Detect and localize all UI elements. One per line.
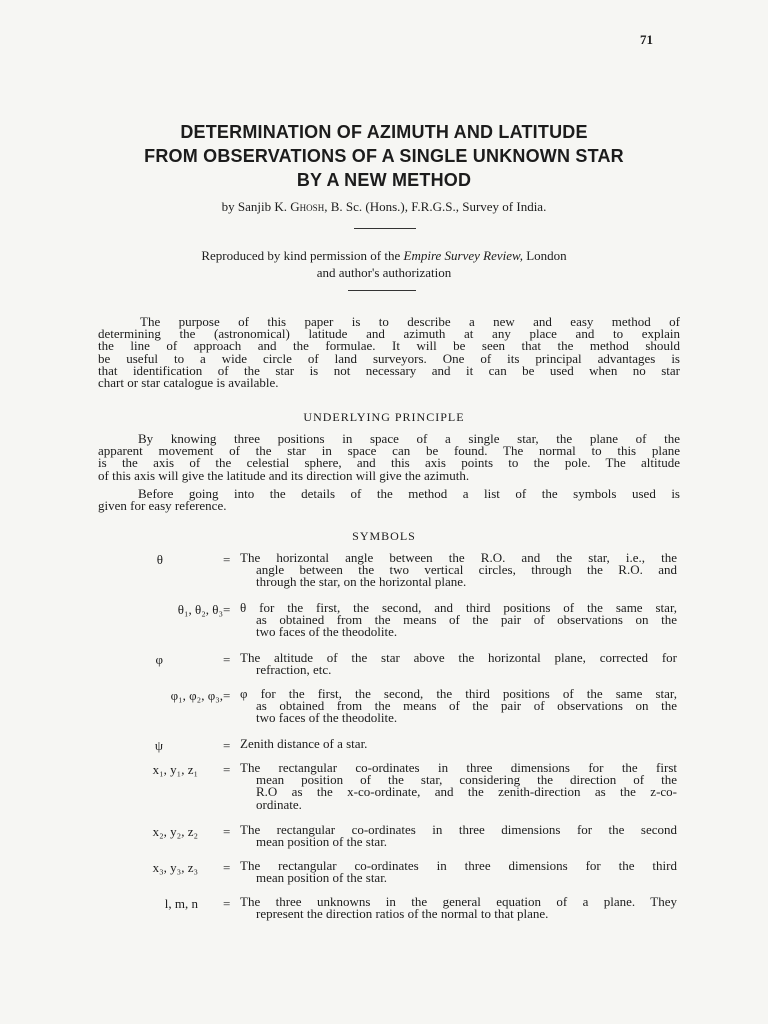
symbol-definition bbox=[240, 602, 677, 639]
principle-line: is the axis of the celestial sphere, and this axis points to the pole. The altitude bbox=[98, 455, 680, 471]
principle-paragraph bbox=[98, 433, 680, 482]
reproduction-line-1 bbox=[60, 247, 708, 264]
byline-suffix: , B. Sc. (Hons.), F.R.G.S., Survey of India. bbox=[324, 199, 547, 214]
equals-sign: = bbox=[223, 896, 231, 911]
reproduction-place: London bbox=[526, 248, 567, 263]
symbol-entry-lmn bbox=[98, 896, 680, 936]
definition-line: represent the direction ratios of the normal to that plane. bbox=[256, 906, 549, 922]
symbol-definition bbox=[240, 824, 677, 848]
definition-line: θ for the first, the second, and third positions of the same star, bbox=[240, 600, 677, 615]
equals-sign: = bbox=[223, 824, 231, 839]
equals-sign: = bbox=[223, 738, 231, 753]
equals-sign: = bbox=[223, 652, 231, 667]
author-surname: Ghosh bbox=[290, 199, 325, 214]
definition-line: mean position of the star. bbox=[256, 834, 388, 850]
definition-line: ordinate. bbox=[256, 796, 302, 812]
symbol-definition bbox=[240, 896, 677, 920]
principle-line: By knowing three positions in space of a single star, the plane of the bbox=[138, 431, 680, 446]
section-heading-underlying-principle: UNDERLYING PRINCIPLE bbox=[303, 410, 465, 424]
intro-line: chart or star catalogue is available. bbox=[98, 375, 279, 391]
before-line: given for easy reference. bbox=[98, 498, 227, 514]
page-number: 71 bbox=[640, 32, 653, 47]
symbol-label: x₂, y₂, z₂ bbox=[152, 824, 198, 839]
reproduction-notice bbox=[60, 247, 708, 281]
symbol-entry-theta bbox=[98, 552, 680, 592]
symbol-definition bbox=[240, 552, 677, 589]
definition-line: as obtained from the means of the pair of observations on the bbox=[256, 612, 677, 628]
definition-line: The horizontal angle between the R.O. and the star, i.e., the bbox=[240, 550, 677, 565]
section-heading-symbols: SYMBOLS bbox=[352, 529, 416, 543]
definition-line: two faces of the theodolite. bbox=[256, 624, 398, 640]
equals-sign: = bbox=[223, 762, 231, 777]
definition-line: The rectangular co-ordinates in three dimensions for the first bbox=[240, 760, 677, 775]
definition-line: The rectangular co-ordinates in three dimensions for the third bbox=[240, 858, 677, 873]
intro-line: that identification of the star is not necessary and it can be used when no star bbox=[98, 362, 680, 378]
journal-name: Empire Survey Review, bbox=[403, 248, 523, 263]
byline-prefix: by Sanjib K. bbox=[221, 199, 288, 214]
symbol-label: φ bbox=[155, 652, 163, 667]
reproduction-line-2: and author's authorization bbox=[316, 265, 452, 280]
definition-line: refraction, etc. bbox=[256, 662, 332, 678]
principle-line: of this axis will give the latitude and its direction will give the azimuth. bbox=[98, 467, 470, 483]
divider-rule-1 bbox=[354, 228, 416, 229]
definition-line: The altitude of the star above the horizontal plane, corrected for bbox=[240, 650, 677, 665]
reproduction-text: Reproduced by kind permission of the bbox=[201, 248, 401, 263]
title-line-1: DETERMINATION OF AZIMUTH AND LATITUDE bbox=[180, 122, 588, 142]
symbol-label: φ₁, φ₂, φ₃, bbox=[170, 688, 223, 703]
intro-line: determining the (astronomical) latitude and azimuth at any place and to explain bbox=[98, 326, 680, 342]
intro-line: be useful to a wide circle of land surveyors. One of its principal advantages is bbox=[98, 350, 680, 366]
symbol-label: x₁, y₁, z₁ bbox=[152, 762, 198, 777]
symbol-definition bbox=[240, 688, 677, 725]
symbol-entry-theta-123 bbox=[98, 602, 680, 642]
author-byline bbox=[60, 199, 708, 215]
definition-line: φ for the first, the second, the third positions of the same star, bbox=[240, 686, 677, 701]
definition-line: as obtained from the means of the pair of observations on the bbox=[256, 698, 677, 714]
equals-sign: = bbox=[223, 552, 231, 567]
definition-line: two faces of the theodolite. bbox=[256, 710, 398, 726]
definition-line: The three unknowns in the general equation of a plane. They bbox=[240, 894, 677, 909]
equals-sign: = bbox=[223, 602, 231, 617]
symbol-definition bbox=[240, 762, 677, 811]
before-line: Before going into the details of the method a list of the symbols used is bbox=[138, 486, 680, 501]
symbol-entry-xyz-1 bbox=[98, 760, 680, 812]
intro-line: The purpose of this paper is to describe a new and easy method of bbox=[140, 314, 680, 329]
title-line-2: FROM OBSERVATIONS OF A SINGLE UNKNOWN STAR bbox=[144, 146, 624, 166]
definition-line: mean position of the star. bbox=[256, 870, 388, 886]
principle-line: apparent movement of the star in space can be found. The normal to this plane bbox=[98, 443, 680, 459]
definition-line: Zenith distance of a star. bbox=[240, 736, 368, 751]
symbol-label: l, m, n bbox=[164, 896, 198, 911]
symbol-label: x₃, y₃, z₃ bbox=[152, 860, 198, 875]
symbol-definition bbox=[240, 738, 677, 750]
definition-line: mean position of the star, considering the direction of the bbox=[256, 772, 677, 788]
symbol-definition bbox=[240, 652, 677, 676]
definition-line: R.O as the x-co-ordinate, and the zenith-direction as the z-co- bbox=[256, 784, 677, 800]
before-paragraph bbox=[98, 488, 680, 512]
symbol-entry-phi-123 bbox=[98, 688, 680, 728]
intro-paragraph bbox=[98, 316, 680, 389]
equals-sign: = bbox=[223, 860, 231, 875]
article-title bbox=[60, 120, 708, 192]
definition-line: The rectangular co-ordinates in three dimensions for the second bbox=[240, 822, 677, 837]
definition-line: through the star, on the horizontal plane. bbox=[256, 574, 467, 590]
divider-rule-2 bbox=[348, 290, 416, 291]
symbol-label: θ₁, θ₂, θ₃ bbox=[177, 602, 223, 617]
definition-line: angle between the two vertical circles, through the R.O. and bbox=[256, 562, 677, 578]
symbol-definition bbox=[240, 860, 677, 884]
symbol-label: ψ bbox=[154, 738, 163, 753]
title-line-3: BY A NEW METHOD bbox=[296, 170, 472, 190]
intro-line: the line of approach and the formulae. It will be seen that the method should bbox=[98, 338, 680, 354]
equals-sign: = bbox=[223, 688, 231, 703]
symbol-label: θ bbox=[156, 552, 163, 567]
